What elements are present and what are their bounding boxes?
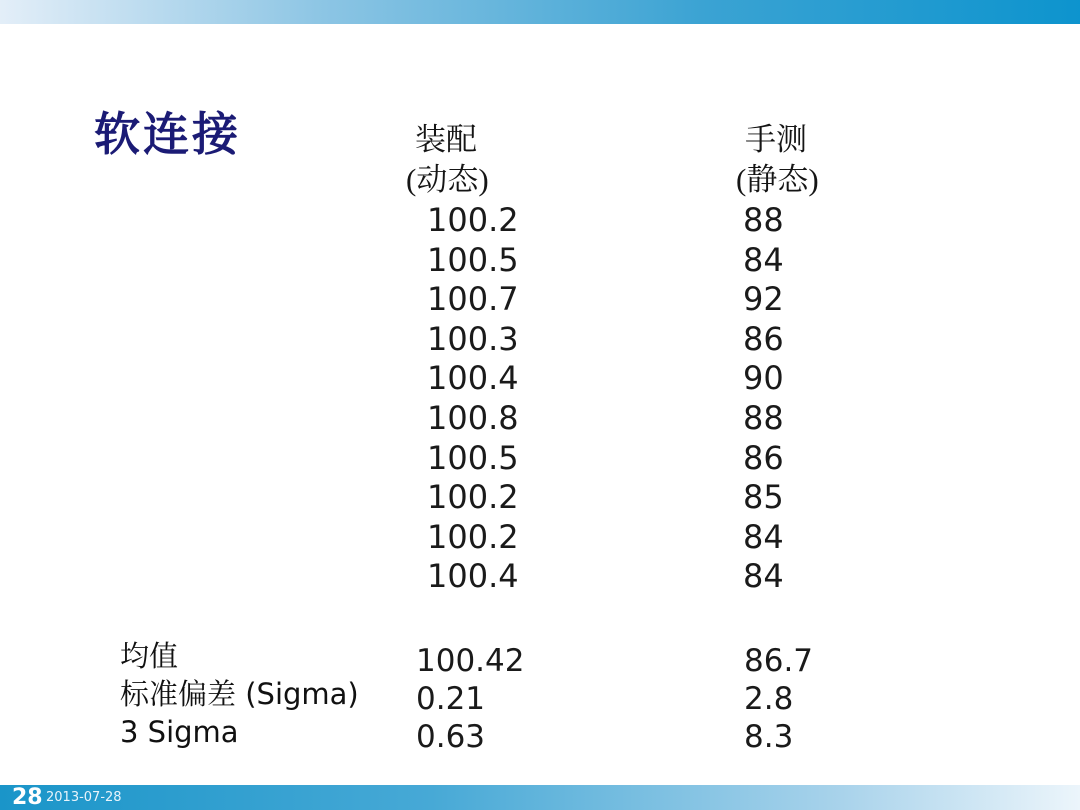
table-row	[0, 439, 1080, 479]
table-row	[0, 241, 1080, 281]
manual-value: 92	[743, 280, 784, 319]
footer-date: 2013-07-28	[46, 790, 122, 805]
data-table	[0, 201, 1080, 597]
assembly-value: 100.4	[427, 557, 519, 596]
table-row	[0, 399, 1080, 439]
column-header-assembly	[406, 120, 489, 200]
stat-mean-assembly: 100.42	[416, 643, 525, 679]
manual-value: 86	[743, 438, 784, 477]
assembly-value: 100.4	[427, 359, 519, 398]
assembly-value: 100.5	[427, 438, 519, 477]
column-header-manual	[736, 120, 819, 200]
assembly-value: 100.5	[427, 240, 519, 279]
assembly-value: 100.2	[427, 201, 519, 239]
column-header-assembly-mode: (动态)	[406, 162, 489, 197]
stat-label-sigma: 标准偏差 (Sigma)	[120, 677, 359, 711]
manual-value: 84	[743, 517, 784, 556]
assembly-value: 100.2	[427, 517, 519, 556]
stat-row-3sigma	[0, 713, 1080, 755]
manual-value: 88	[743, 201, 784, 239]
stat-sigma-manual: 2.8	[744, 681, 794, 717]
table-row	[0, 557, 1080, 597]
table-row	[0, 201, 1080, 241]
assembly-value: 100.8	[427, 398, 519, 437]
manual-value: 85	[743, 478, 784, 517]
stat-label-mean: 均值	[120, 639, 179, 673]
manual-value: 84	[743, 557, 784, 596]
manual-value: 90	[743, 359, 784, 398]
table-row	[0, 478, 1080, 518]
stat-mean-manual: 86.7	[744, 643, 814, 679]
statistics-section	[0, 637, 1080, 755]
table-row	[0, 320, 1080, 360]
stat-sigma-assembly: 0.21	[416, 681, 486, 717]
column-header-manual-name: 手测	[745, 122, 807, 157]
manual-value: 84	[743, 240, 784, 279]
stat-row-sigma	[0, 675, 1080, 717]
page-number: 28	[12, 785, 43, 810]
footer-bar	[0, 785, 1080, 810]
slide-title: 软连接	[94, 107, 241, 161]
stat-3sigma-manual: 8.3	[744, 719, 794, 755]
column-header-assembly-name: 装配	[415, 122, 477, 157]
column-header-manual-mode: (静态)	[736, 162, 819, 197]
assembly-value: 100.2	[427, 478, 519, 517]
table-row	[0, 518, 1080, 558]
stat-label-3sigma: 3 Sigma	[120, 715, 239, 749]
manual-value: 86	[743, 319, 784, 358]
assembly-value: 100.7	[427, 280, 519, 319]
table-row	[0, 359, 1080, 399]
stat-row-mean	[0, 637, 1080, 679]
assembly-value: 100.3	[427, 319, 519, 358]
table-row	[0, 280, 1080, 320]
top-accent-bar	[0, 0, 1080, 24]
stat-3sigma-assembly: 0.63	[416, 719, 486, 755]
manual-value: 88	[743, 398, 784, 437]
